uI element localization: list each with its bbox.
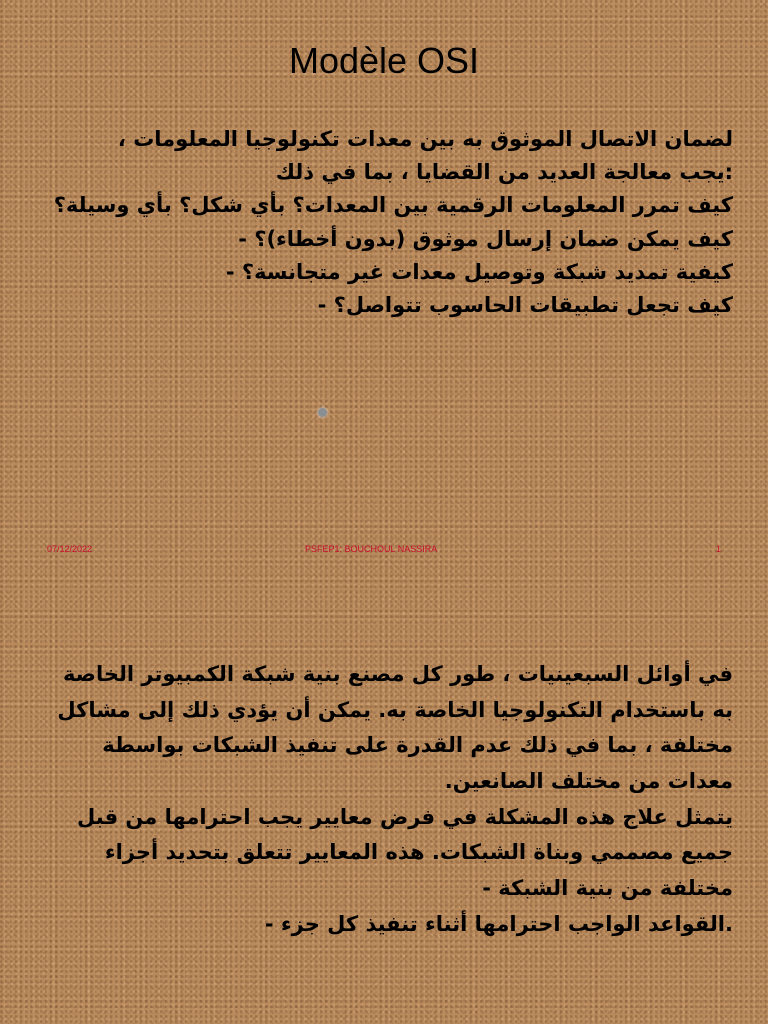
body-line: :يجب معالجة العديد من القضايا ، بما في ذلك — [275, 160, 733, 185]
body-paragraph: يتمثل علاج هذه المشكلة في فرض معايير يجب احترامها من قبل جميع مصممي وبناة الشبكات. هذه المعايير تتعلق بتحديد أجزاء مختلفة من بنية الشبكة - — [77, 804, 733, 901]
slide-2-body — [40, 657, 733, 943]
body-line: كيف تمرر المعلومات الرقمية بين المعدات؟ بأي شكل؟ بأي وسيلة؟ — [53, 193, 733, 218]
footer-page-number: 1 — [716, 544, 722, 554]
body-line: كيف يمكن ضمان إرسال موثوق (بدون أخطاء)؟ - — [238, 226, 733, 251]
body-paragraph: في أوائل السبعينيات ، طور كل مصنع بنية شبكة الكمبيوتر الخاصة به باستخدام التكنولوجيا الخاصة به. يمكن أن يؤدي ذلك إلى مشاكل مختلفة ، بما في ذلك عدم القدرة على تنفيذ الشبكات بواسطة معدات من مختلف الصانعين. — [57, 662, 733, 794]
body-line: كيفية تمديد شبكة وتوصيل معدات غير متجانسة؟ - — [225, 259, 733, 284]
slide-1-body — [40, 123, 733, 322]
slide-2 — [0, 585, 768, 1024]
body-line: كيف تجعل تطبيقات الحاسوب تتواصل؟ - — [317, 292, 733, 317]
footer-author: PSFEP1: BOUCHOUL NASSIRA — [305, 544, 438, 554]
slide-title: Modèle OSI — [288, 40, 480, 81]
cursor-dot-icon — [318, 408, 327, 417]
footer-date: 07/12/2022 — [47, 544, 93, 554]
body-paragraph: .القواعد الواجب احترامها أثناء تنفيذ كل جزء - — [264, 911, 733, 936]
body-line: لضمان الاتصال الموثوق به بين معدات تكنولوجيا المعلومات ، — [117, 127, 733, 151]
